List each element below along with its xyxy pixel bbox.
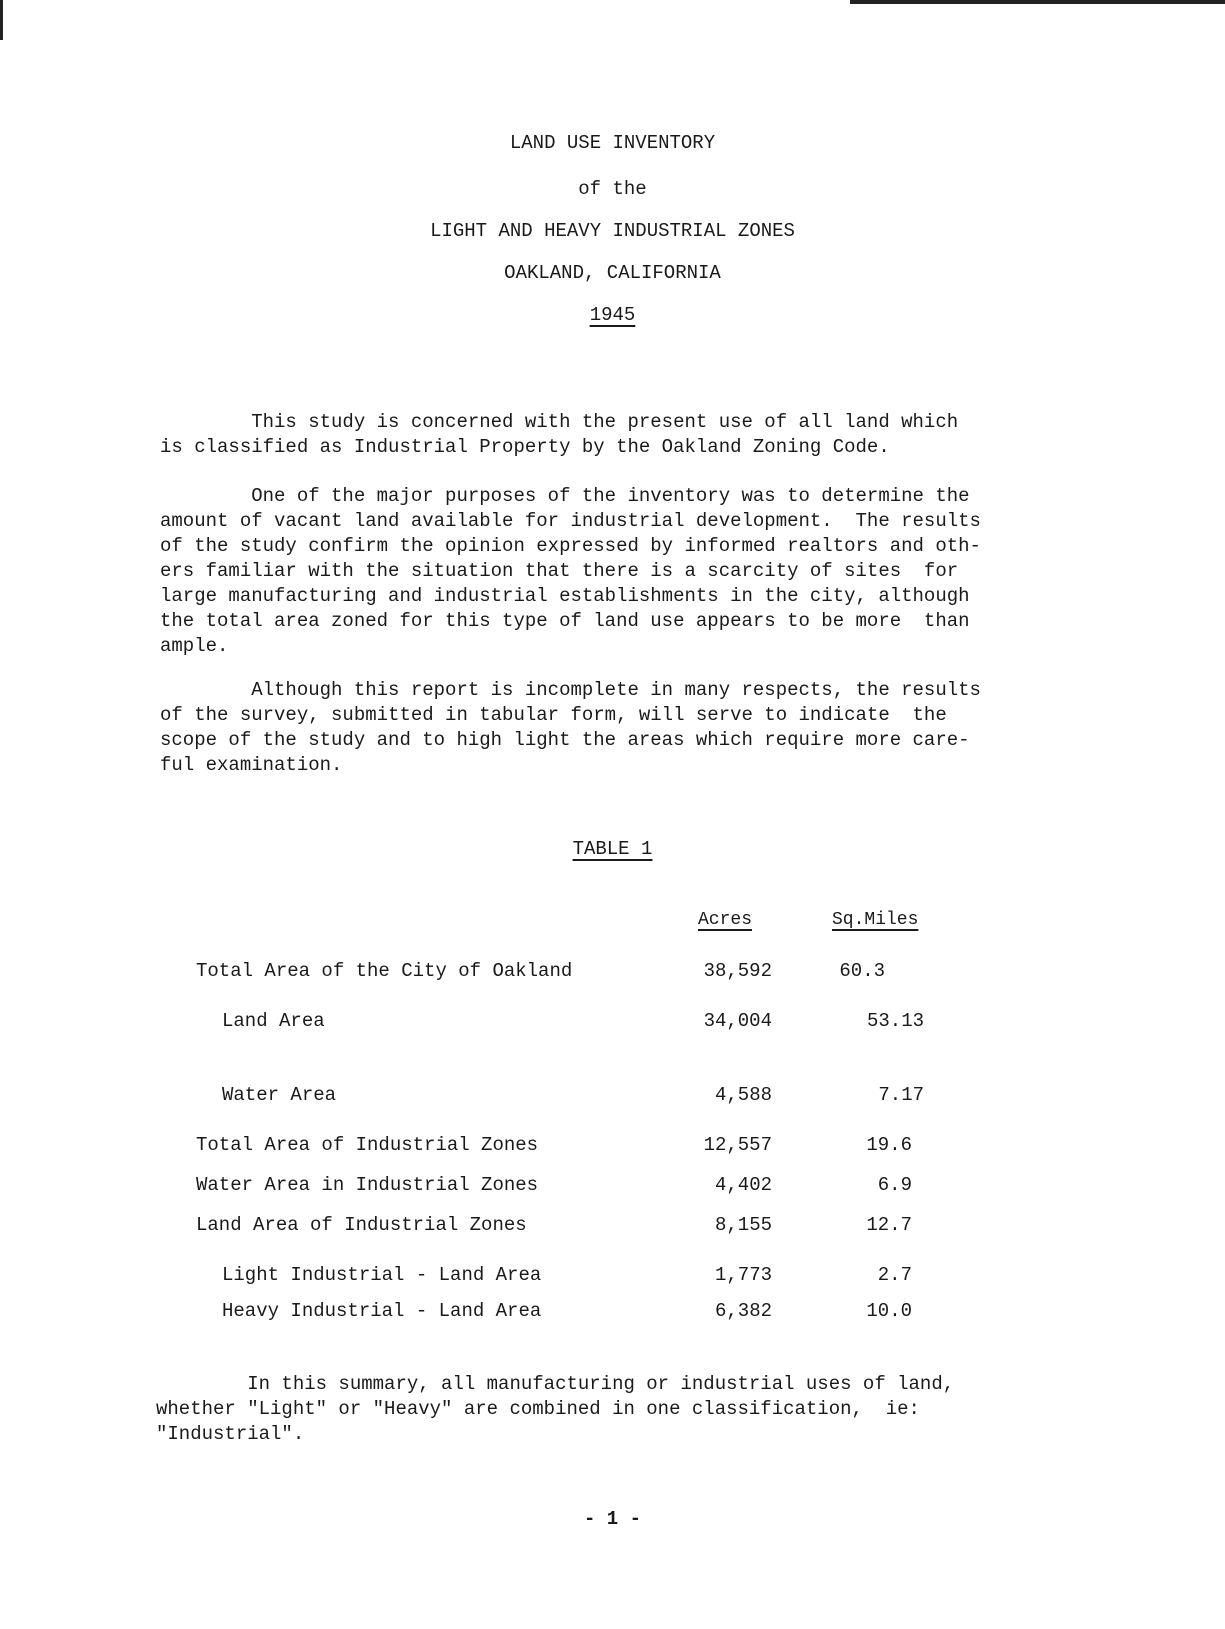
column-header-sq-miles: Sq.Miles xyxy=(832,910,919,930)
title-line-2: of the xyxy=(578,178,647,200)
row-label: Water Area xyxy=(222,1084,337,1106)
row-sq-miles: 19.6 xyxy=(866,1134,912,1156)
summary-paragraph: In this summary, all manufacturing or industrial uses of land, whether "Light" or "Heavy" are combined in one classification, ie: "Industrial". xyxy=(156,1373,955,1445)
row-sq-miles: 6.9 xyxy=(877,1174,912,1196)
column-header-acres: Acres xyxy=(698,910,753,930)
row-acres: 4,588 xyxy=(714,1084,772,1106)
row-sq-miles: 7.17 xyxy=(878,1084,924,1106)
row-label: Water Area in Industrial Zones xyxy=(196,1174,539,1196)
row-label: Land Area xyxy=(222,1010,325,1032)
table-title xyxy=(0,838,1225,860)
row-label: Total Area of the City of Oakland xyxy=(196,960,573,982)
table-title-text: TABLE 1 xyxy=(572,838,653,860)
scan-edge-line xyxy=(850,0,1225,4)
row-sq-miles: 10.0 xyxy=(866,1300,912,1322)
title-line-1: LAND USE INVENTORY xyxy=(509,132,716,154)
row-sq-miles: 53.13 xyxy=(866,1010,924,1032)
title-year xyxy=(0,304,1225,326)
row-sq-miles: 60.3 xyxy=(839,960,885,982)
paragraph-3: Although this report is incomplete in many respects, the results of the survey, submitted in tabular form, will serve to indicate the scope of the study and to high light the areas which require more care- ful examination. xyxy=(160,679,981,776)
title-line-3: LIGHT AND HEAVY INDUSTRIAL ZONES xyxy=(430,220,795,242)
title-line-4: OAKLAND, CALIFORNIA xyxy=(504,262,721,284)
row-acres: 12,557 xyxy=(703,1134,772,1156)
paragraph-1: This study is concerned with the present use of all land which is classified as Industrial Property by the Oakland Zoning Code. xyxy=(160,411,959,458)
row-sq-miles: 2.7 xyxy=(877,1264,912,1286)
row-label: Heavy Industrial - Land Area xyxy=(222,1300,542,1322)
scan-edge-mark xyxy=(0,0,3,40)
year-text: 1945 xyxy=(589,304,636,326)
row-acres: 34,004 xyxy=(703,1010,772,1032)
row-acres: 6,382 xyxy=(714,1300,772,1322)
paragraph-2: One of the major purposes of the inventory was to determine the amount of vacant land available for industrial development. The results of the study confirm the opinion expressed by informed realtors and oth- ers familiar with the situation that there is a scarcity of sites for large manufacturing and industrial establishments in the city, although the total area zoned for this type of land use appears to be more than ample. xyxy=(160,485,981,657)
row-acres: 1,773 xyxy=(714,1264,772,1286)
row-label: Light Industrial - Land Area xyxy=(222,1264,542,1286)
row-acres: 38,592 xyxy=(703,960,772,982)
row-acres: 8,155 xyxy=(714,1214,772,1236)
row-sq-miles: 12.7 xyxy=(866,1214,912,1236)
row-label: Total Area of Industrial Zones xyxy=(196,1134,539,1156)
row-label: Land Area of Industrial Zones xyxy=(196,1214,527,1236)
page-number: - 1 - xyxy=(583,1508,641,1530)
row-acres: 4,402 xyxy=(714,1174,772,1196)
